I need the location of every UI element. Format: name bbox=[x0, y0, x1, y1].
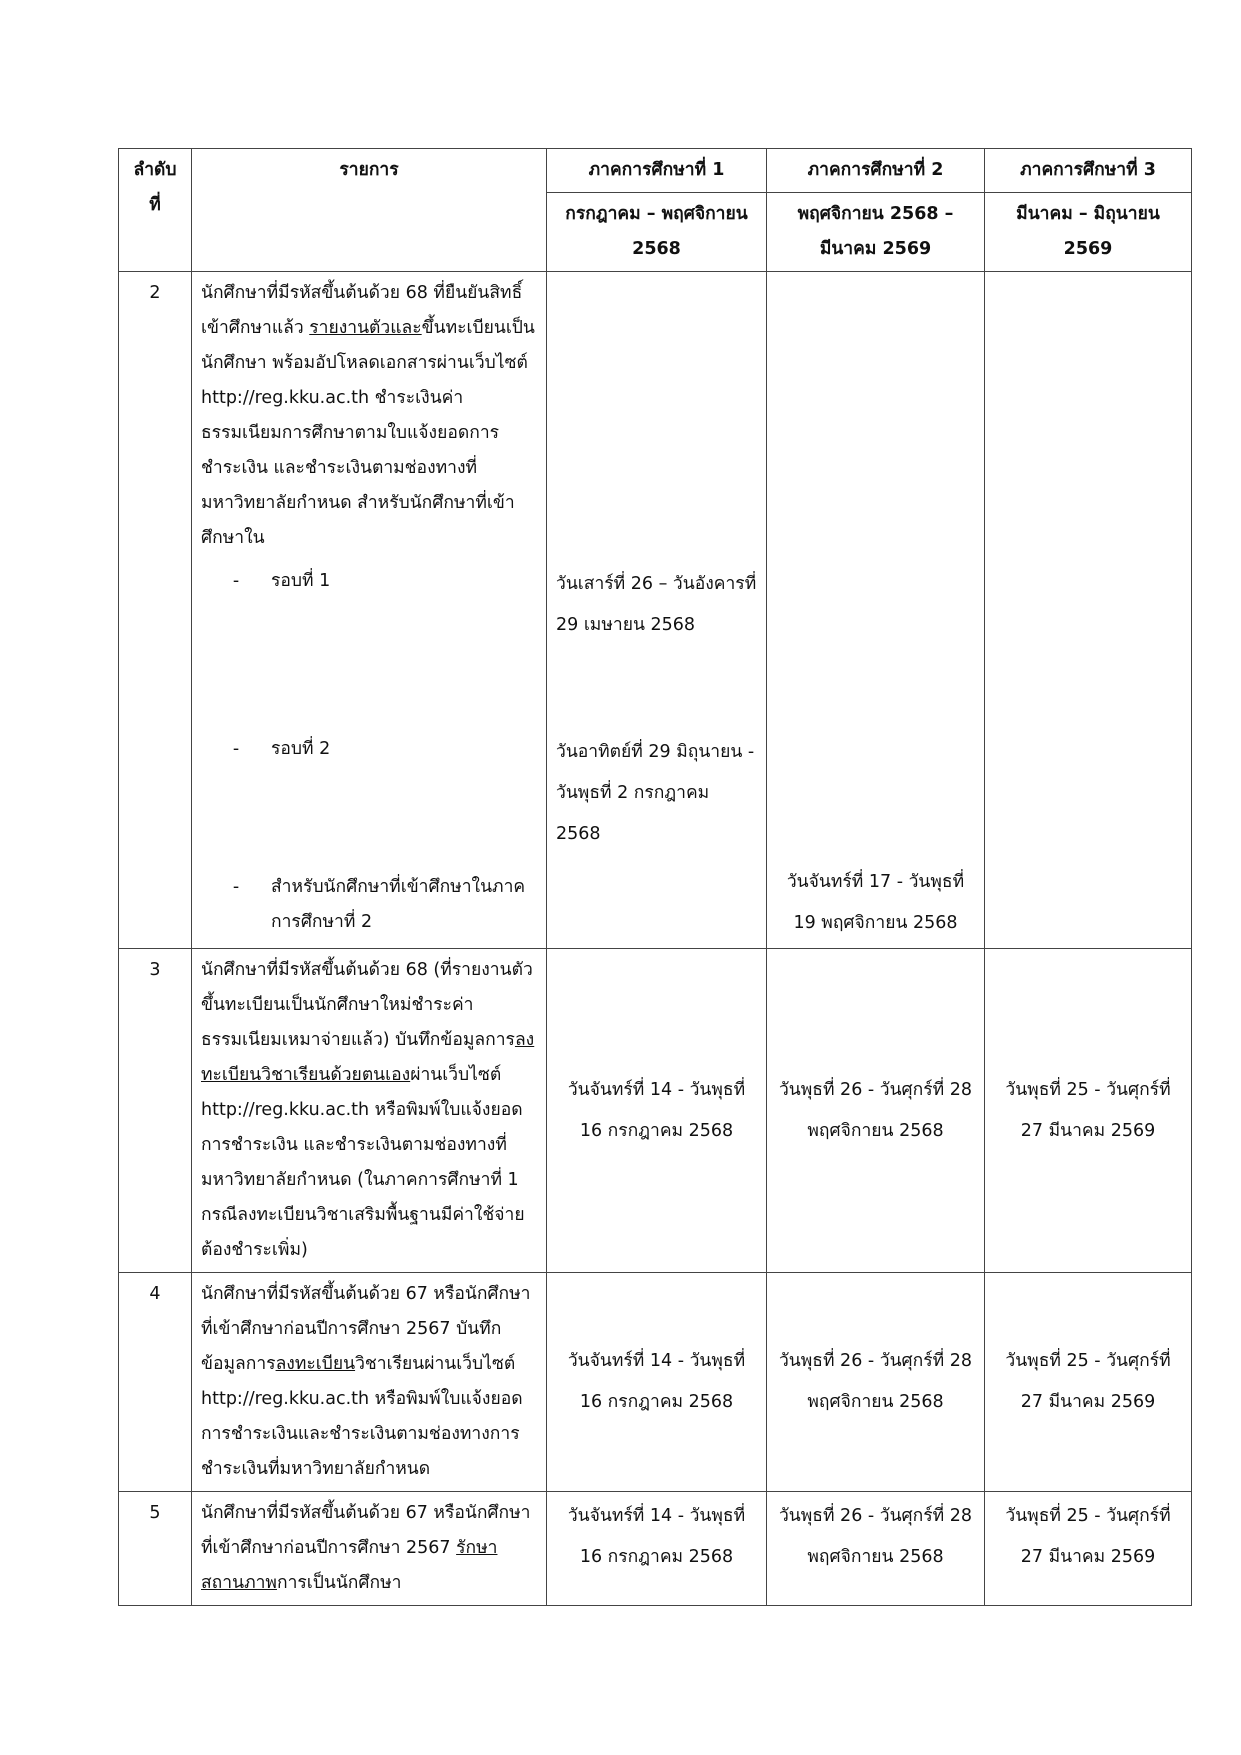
row-description bbox=[192, 272, 547, 949]
description-text bbox=[201, 953, 537, 1268]
term2-date: วันพุธที่ 26 - วันศุกร์ที่ 28 พฤศจิกายน 2568 bbox=[767, 1492, 985, 1606]
desc-underlined: ลงทะเบียน bbox=[275, 1354, 356, 1374]
desc-part: ขึ้นทะเบียนเป็นนักศึกษา พร้อมอัปโหลดเอกสารผ่านเว็บไซต์ http://reg.kku.ac.th ชำระเงินค่าธรรมเนียมการศึกษาตามใบแจ้งยอดการชำระเงิน และชำระเงินตามช่องทางที่มหาวิทยาลัยกำหนด สำหรับนักศึกษาที่เข้าศึกษาใน bbox=[201, 318, 535, 548]
sub-item-round1 bbox=[201, 556, 537, 732]
desc-part: การเป็นนักศึกษา bbox=[276, 1573, 402, 1593]
row-description bbox=[192, 1492, 547, 1606]
desc-underlined: รายงานตัวและ bbox=[309, 318, 422, 338]
term2-date: วันพุธที่ 26 - วันศุกร์ที่ 28 พฤศจิกายน 2568 bbox=[767, 949, 985, 1273]
table-row bbox=[119, 1492, 1192, 1606]
header-no: ลำดับ ที่ bbox=[119, 149, 192, 272]
sub-item-round2 bbox=[201, 732, 537, 870]
round1-date: วันเสาร์ที่ 26 – วันอังคารที่ 29 เมษายน 2568 bbox=[556, 574, 757, 635]
bullet: - bbox=[232, 877, 240, 897]
term2-cell bbox=[767, 272, 985, 949]
term1-cell bbox=[547, 272, 767, 949]
sub-item-semester2 bbox=[201, 870, 537, 940]
header-term3-period: มีนาคม – มิถุนายน 2569 bbox=[985, 193, 1192, 272]
table-row bbox=[119, 1273, 1192, 1492]
header-term3: ภาคการศึกษาที่ 3 bbox=[985, 149, 1192, 193]
header-term2: ภาคการศึกษาที่ 2 bbox=[767, 149, 985, 193]
desc-underlined: ลงทะเบียนวิชาเรียนด้วยตนเอง bbox=[201, 1030, 535, 1085]
spacer bbox=[776, 276, 975, 862]
sub-item-label: รอบที่ 2 bbox=[271, 739, 331, 759]
header-row bbox=[119, 149, 1192, 193]
desc-part: นักศึกษาที่มีรหัสขึ้นต้นด้วย 68 (ที่รายงานตัวขึ้นทะเบียนเป็นนักศึกษาใหม่ชำระค่าธรรมเนียมเหมาจ่ายแล้ว) บันทึกข้อมูลการ bbox=[201, 960, 533, 1050]
term3-date: วันพุธที่ 25 - วันศุกร์ที่ 27 มีนาคม 2569 bbox=[985, 1492, 1192, 1606]
term1-date: วันจันทร์ที่ 14 - วันพุธที่ 16 กรกฎาคม 2568 bbox=[547, 1492, 767, 1606]
term3-cell bbox=[985, 272, 1192, 949]
spacer bbox=[556, 276, 757, 556]
header-item: รายการ bbox=[192, 149, 547, 272]
bullet: - bbox=[232, 739, 240, 759]
round2-date: วันอาทิตย์ที่ 29 มิถุนายน - วันพุธที่ 2 กรกฎาคม 2568 bbox=[556, 742, 755, 844]
table-row bbox=[119, 949, 1192, 1273]
row-description bbox=[192, 1273, 547, 1492]
header-term1: ภาคการศึกษาที่ 1 bbox=[547, 149, 767, 193]
header-term1-period: กรกฎาคม – พฤศจิกายน 2568 bbox=[547, 193, 767, 272]
description-text bbox=[201, 276, 537, 556]
row-number: 5 bbox=[119, 1492, 192, 1606]
desc-part: ผ่านเว็บไซต์ http://reg.kku.ac.th หรือพิมพ์ใบแจ้งยอดการชำระเงิน และชำระเงินตามช่องทางที่มหาวิทยาลัยกำหนด (ในภาคการศึกษาที่ 1 กรณีลงทะเบียนวิชาเสริมพื้นฐานมีค่าใช้จ่ายต้องชำระเพิ่ม) bbox=[201, 1065, 525, 1260]
row-number: 4 bbox=[119, 1273, 192, 1492]
term1-date: วันจันทร์ที่ 14 - วันพุธที่ 16 กรกฎาคม 2568 bbox=[547, 1273, 767, 1492]
description-text bbox=[201, 1496, 537, 1601]
row-number: 2 bbox=[119, 272, 192, 949]
desc-underlined: รักษาสถานภาพ bbox=[201, 1538, 498, 1593]
sub-item-label: รอบที่ 1 bbox=[271, 571, 331, 591]
term2-date: วันพุธที่ 26 - วันศุกร์ที่ 28 พฤศจิกายน 2568 bbox=[767, 1273, 985, 1492]
row-number: 3 bbox=[119, 949, 192, 1273]
sub-item-label: สำหรับนักศึกษาที่เข้าศึกษาในภาคการศึกษาที่ 2 bbox=[271, 877, 526, 932]
desc-part: วิชาเรียนผ่านเว็บไซต์ http://reg.kku.ac.th หรือพิมพ์ใบแจ้งยอดการชำระเงินและชำระเงินตามช่องทางการชำระเงินที่มหาวิทยาลัยกำหนด bbox=[201, 1354, 523, 1479]
desc-part: นักศึกษาที่มีรหัสขึ้นต้นด้วย 68 ที่ยืนยันสิทธิ์เข้าศึกษาแล้ว bbox=[201, 283, 523, 338]
desc-part: นักศึกษาที่มีรหัสขึ้นต้นด้วย 67 หรือนักศึกษาที่เข้าศึกษาก่อนปีการศึกษา 2567 bbox=[201, 1503, 531, 1558]
table-row bbox=[119, 272, 1192, 949]
term1-date: วันจันทร์ที่ 14 - วันพุธที่ 16 กรกฎาคม 2568 bbox=[547, 949, 767, 1273]
row-description bbox=[192, 949, 547, 1273]
calendar-table bbox=[118, 148, 1192, 1606]
term3-date: วันพุธที่ 25 - วันศุกร์ที่ 27 มีนาคม 2569 bbox=[985, 949, 1192, 1273]
description-text bbox=[201, 1277, 537, 1487]
semester2-date: วันจันทร์ที่ 17 - วันพุธที่ 19 พฤศจิกายน 2568 bbox=[786, 872, 965, 933]
desc-part: นักศึกษาที่มีรหัสขึ้นต้นด้วย 67 หรือนักศึกษาที่เข้าศึกษาก่อนปีการศึกษา 2567 บันทึกข้อมูลการ bbox=[201, 1284, 531, 1374]
term3-date: วันพุธที่ 25 - วันศุกร์ที่ 27 มีนาคม 2569 bbox=[985, 1273, 1192, 1492]
header-term2-period: พฤศจิกายน 2568 – มีนาคม 2569 bbox=[767, 193, 985, 272]
bullet: - bbox=[232, 571, 240, 591]
